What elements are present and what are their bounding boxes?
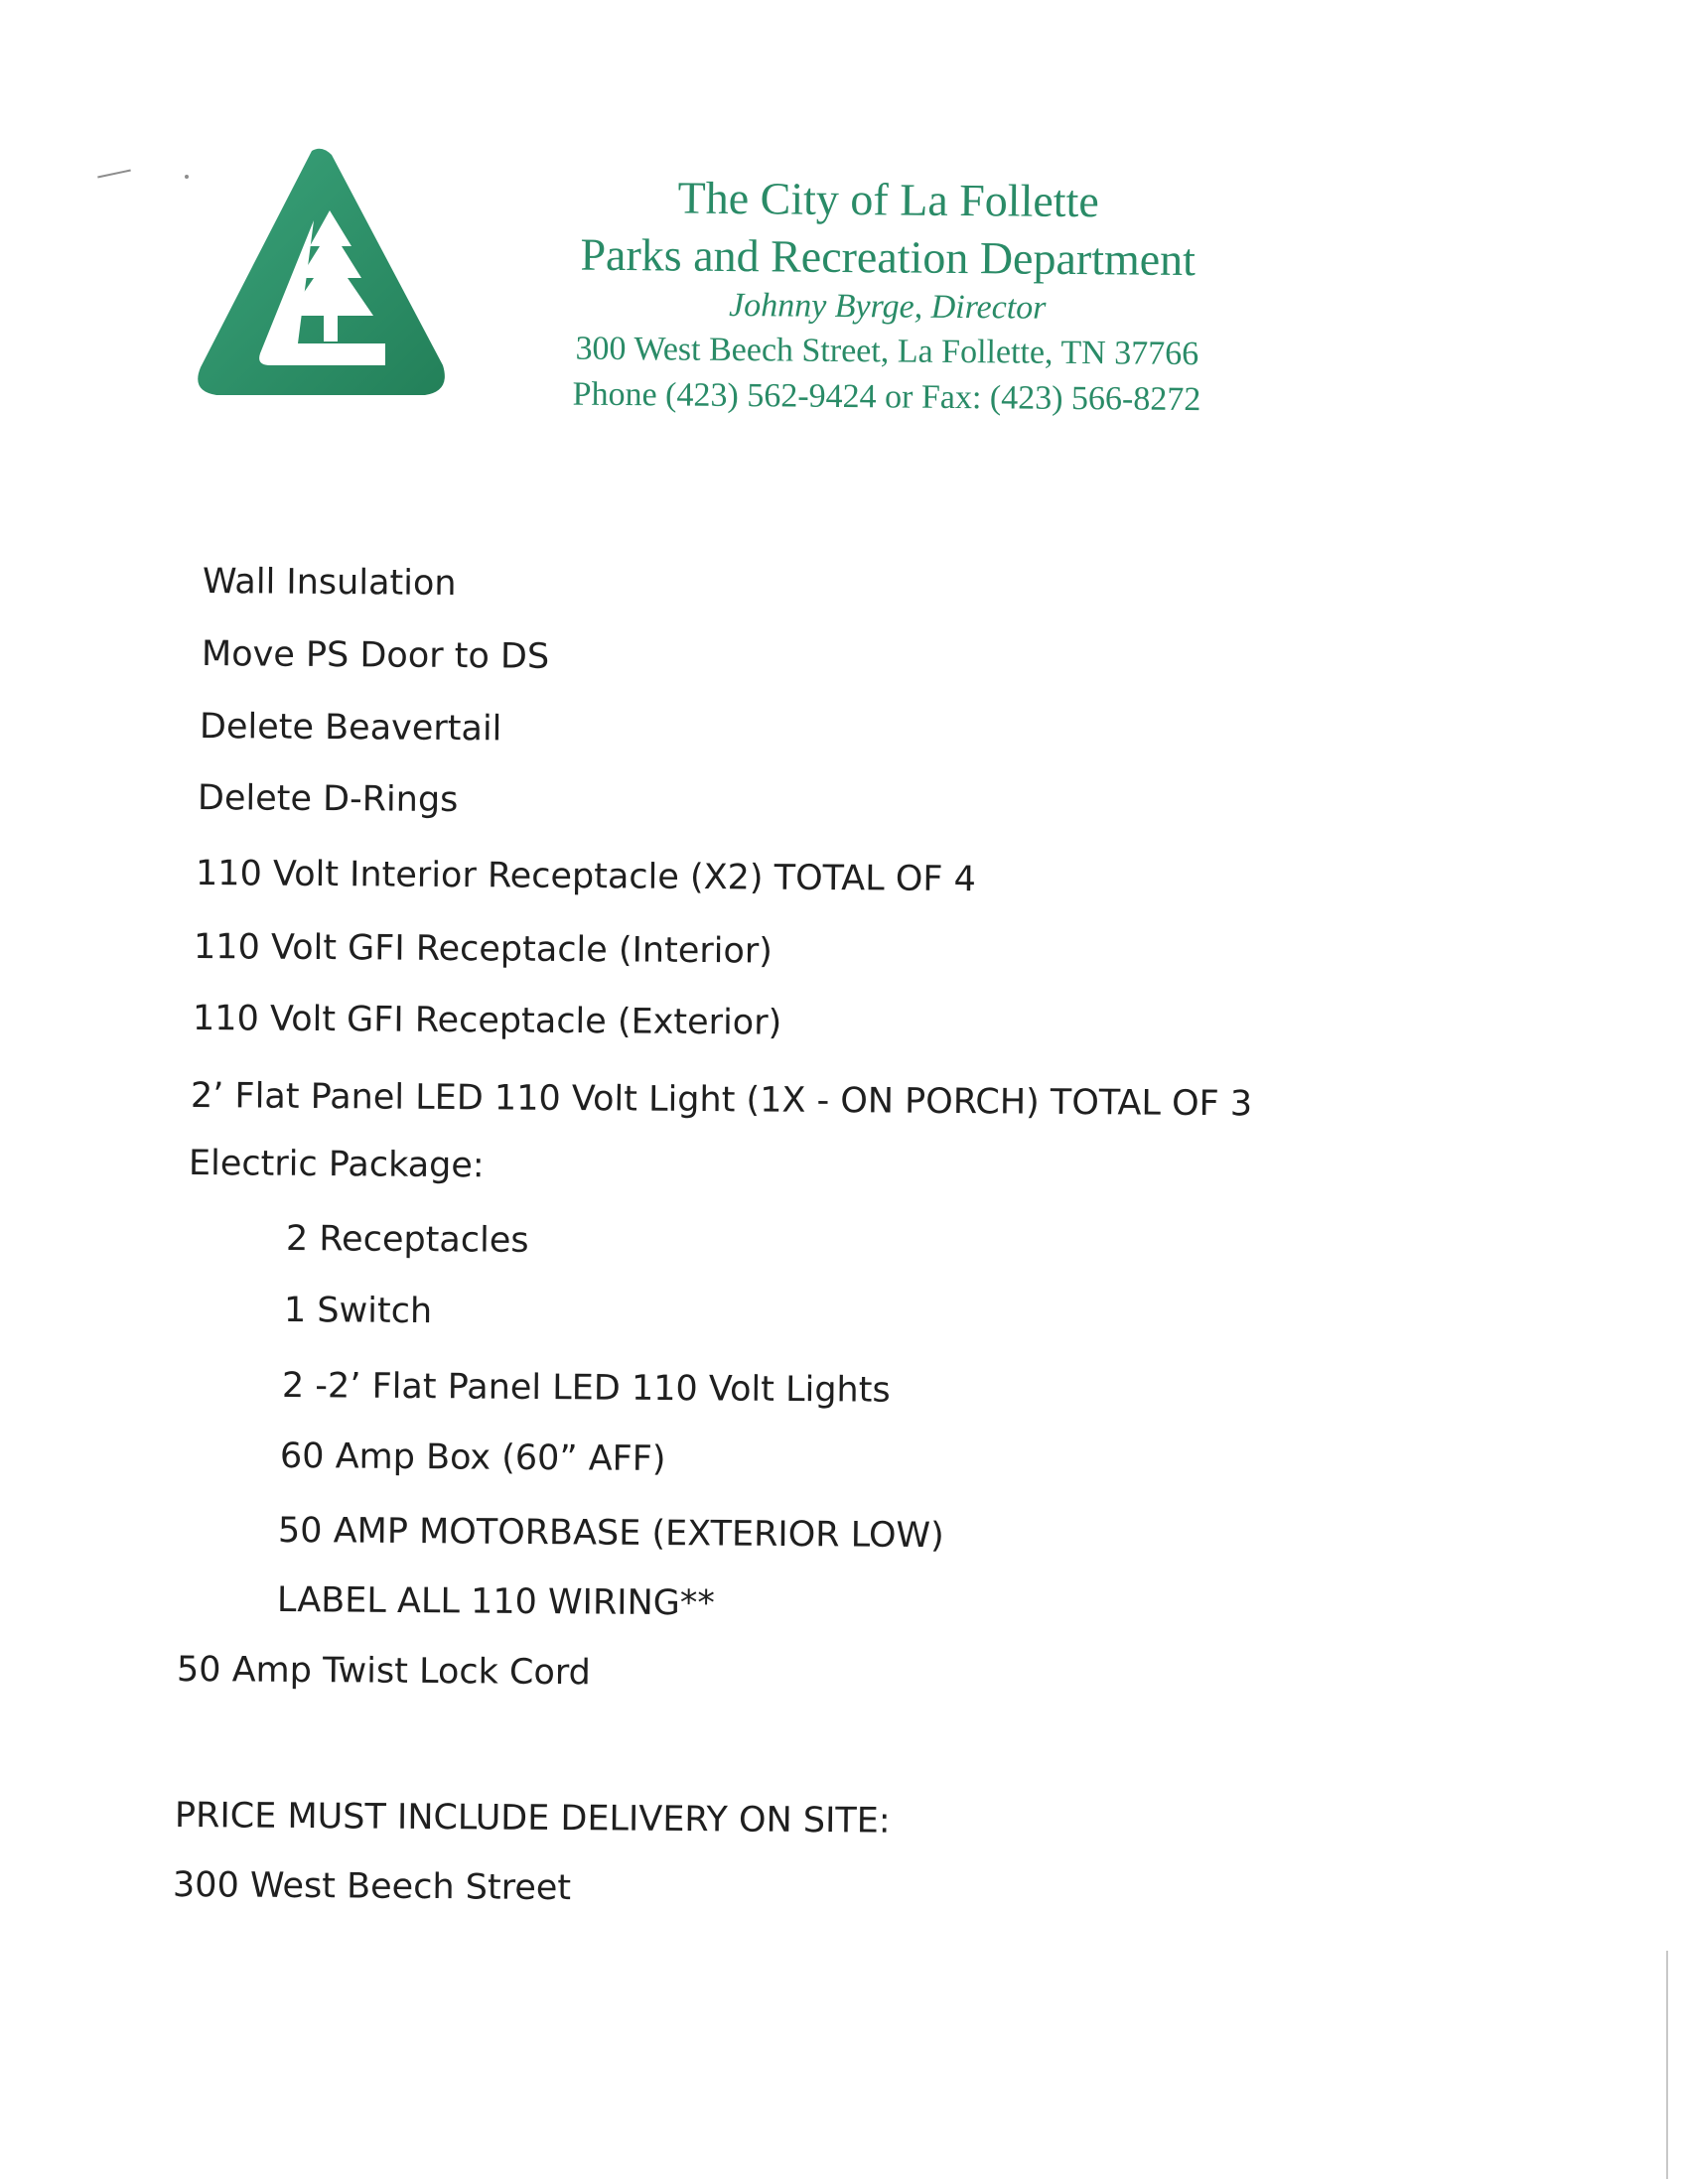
- electric-package-item: 60 Amp Box (60” AFF): [279, 1436, 666, 1480]
- electric-package-item: 2 -2’ Flat Panel LED 110 Volt Lights: [281, 1366, 891, 1411]
- delivery-notice: PRICE MUST INCLUDE DELIVERY ON SITE:: [174, 1796, 891, 1842]
- electric-package-item: 1 Switch: [283, 1291, 433, 1332]
- letterhead-address: 300 West Beech Street, La Follette, TN 37766: [575, 330, 1199, 373]
- list-item: 110 Volt GFI Receptacle (Interior): [193, 927, 774, 972]
- scan-speck: [185, 175, 189, 179]
- list-item: 50 Amp Twist Lock Cord: [176, 1650, 591, 1694]
- list-item: 2’ Flat Panel LED 110 Volt Light (1X - ON PORCH) TOTAL OF 3: [190, 1076, 1253, 1125]
- letterhead-phone: Phone (423) 562-9424 or Fax: (423) 566-8272: [572, 375, 1201, 419]
- list-item: 110 Volt GFI Receptacle (Exterior): [192, 999, 782, 1043]
- list-item: Wall Insulation: [202, 562, 457, 605]
- electric-package-item: LABEL ALL 110 WIRING**: [276, 1580, 716, 1624]
- scan-edge-line: [1666, 1951, 1668, 2179]
- triangle-pine-tree-icon: [195, 147, 449, 403]
- list-item: Delete D-Rings: [197, 778, 459, 821]
- letterhead-director: Johnny Byrge, Director: [728, 286, 1047, 327]
- letterhead-department: Parks and Recreation Department: [580, 228, 1196, 286]
- electric-package-heading: Electric Package:: [188, 1144, 485, 1186]
- letterhead: [504, 167, 1271, 424]
- list-item: Move PS Door to DS: [201, 634, 550, 677]
- electric-package-item: 50 AMP MOTORBASE (EXTERIOR LOW): [277, 1511, 944, 1557]
- letterhead-title: The City of La Follette: [677, 172, 1100, 227]
- list-item: Delete Beavertail: [199, 707, 502, 750]
- electric-package-item: 2 Receptacles: [285, 1219, 529, 1261]
- scan-speck: [97, 169, 131, 178]
- list-item: 110 Volt Interior Receptacle (X2) TOTAL OF 4: [195, 854, 977, 900]
- delivery-address: 300 West Beech Street: [172, 1865, 572, 1909]
